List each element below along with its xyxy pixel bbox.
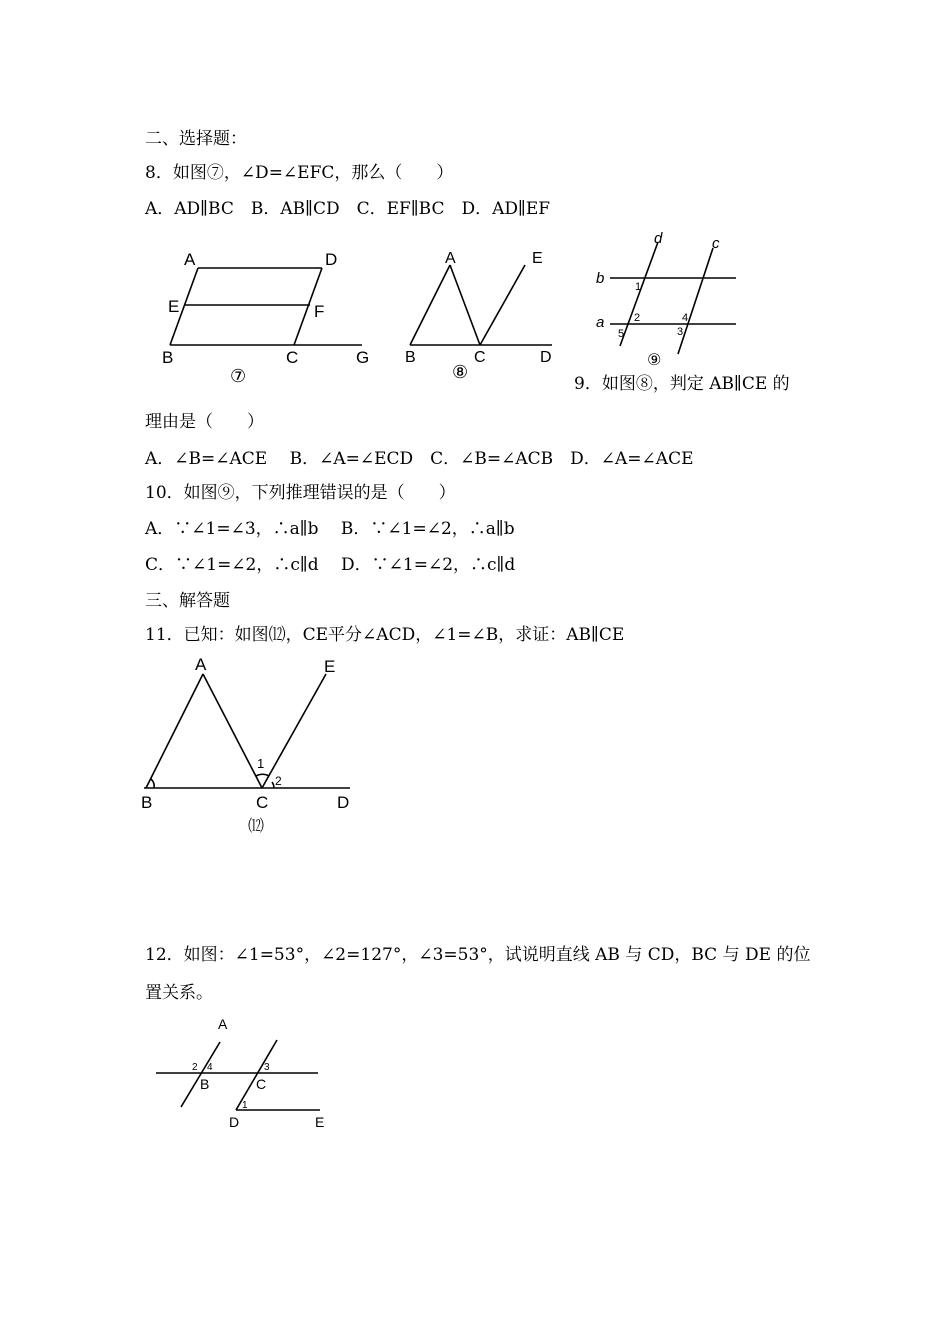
fig12-caption: ⑿	[248, 818, 265, 835]
fig9-angle-3: 3	[677, 326, 684, 338]
q12-fig-angle-3: 3	[264, 1062, 270, 1073]
fig9-label-c: c	[712, 235, 720, 252]
fig9-angle-2: 2	[634, 312, 641, 324]
section-2-heading: 二、选择题：	[145, 129, 247, 149]
q12-fig-label-A: A	[218, 1016, 228, 1032]
fig9-caption: ⑨	[647, 352, 662, 369]
q12-fig-angle-1: 1	[242, 1100, 248, 1111]
fig9-label-d: d	[654, 230, 663, 247]
q12-fig-label-E: E	[315, 1114, 325, 1130]
figure-q12	[150, 1012, 350, 1137]
q11-stem: 11．已知：如图⑿，CE平分∠ACD，∠1=∠B，求证：AB∥CE	[145, 625, 625, 645]
q10-stem: 10．如图⑨，下列推理错误的是（ ）	[145, 483, 456, 503]
fig8-label-B: B	[405, 349, 416, 366]
q12-fig-label-B: B	[200, 1076, 210, 1092]
q8-stem: 8．如图⑦，∠D=∠EFC，那么（ ）	[145, 163, 454, 183]
fig8-caption: ⑧	[452, 362, 469, 382]
q12-stem-part1: 12．如图：∠1=53°，∠2=127°，∠3=53°，试说明直线 AB 与 CD，BC 与 DE 的位	[145, 945, 811, 965]
fig9-angle-4: 4	[682, 312, 689, 324]
fig8-label-E: E	[532, 250, 543, 267]
q12-fig-angle-2: 2	[192, 1062, 198, 1073]
fig7-label-D: D	[325, 250, 338, 269]
figure-7	[150, 245, 380, 390]
q12-stem-part2: 置关系。	[145, 983, 213, 1003]
q12-fig-angle-4: 4	[207, 1062, 213, 1073]
q10-options-cd: C．∵∠1=∠2，∴c∥d D．∵∠1=∠2，∴c∥d	[145, 555, 516, 575]
fig12-label-D: D	[337, 793, 350, 812]
fig8-label-A: A	[445, 250, 456, 267]
fig7-label-B: B	[162, 348, 174, 367]
figure-9	[590, 228, 750, 373]
q8-options: A．AD∥BC B．AB∥CD C．EF∥BC D．AD∥EF	[145, 199, 551, 219]
q9-stem-part2: 理由是（ ）	[145, 412, 264, 432]
fig7-label-E: E	[168, 297, 180, 316]
fig12-angle-2: 2	[275, 774, 282, 788]
q9-options: A．∠B=∠ACE B．∠A=∠ECD C．∠B=∠ACB D．∠A=∠ACE	[145, 449, 694, 469]
fig9-label-a: a	[596, 314, 605, 331]
fig7-caption: ⑦	[230, 366, 247, 386]
fig7-label-G: G	[356, 348, 370, 367]
fig12-label-C: C	[256, 793, 269, 812]
fig8-label-D: D	[540, 349, 552, 366]
fig9-angle-1: 1	[635, 281, 642, 293]
fig9-label-b: b	[596, 270, 605, 287]
fig12-label-A: A	[195, 655, 207, 674]
fig7-label-C: C	[286, 348, 299, 367]
fig9-angle-5: 5	[618, 328, 625, 340]
figure-12	[138, 652, 363, 842]
section-3-heading: 三、解答题	[145, 591, 230, 611]
fig8-label-C: C	[474, 349, 486, 366]
fig12-label-E: E	[324, 657, 336, 676]
figure-8	[400, 245, 565, 385]
q10-options-ab: A．∵∠1=∠3，∴a∥b B．∵∠1=∠2，∴a∥b	[145, 519, 515, 539]
fig7-label-A: A	[184, 250, 196, 269]
q12-fig-label-D: D	[229, 1114, 240, 1130]
q9-stem-part1: 9．如图⑧，判定 AB∥CE 的	[574, 374, 790, 394]
fig7-label-F: F	[314, 302, 325, 321]
fig12-angle-1: 1	[257, 756, 265, 771]
fig12-label-B: B	[141, 793, 153, 812]
q12-fig-label-C: C	[256, 1076, 267, 1092]
